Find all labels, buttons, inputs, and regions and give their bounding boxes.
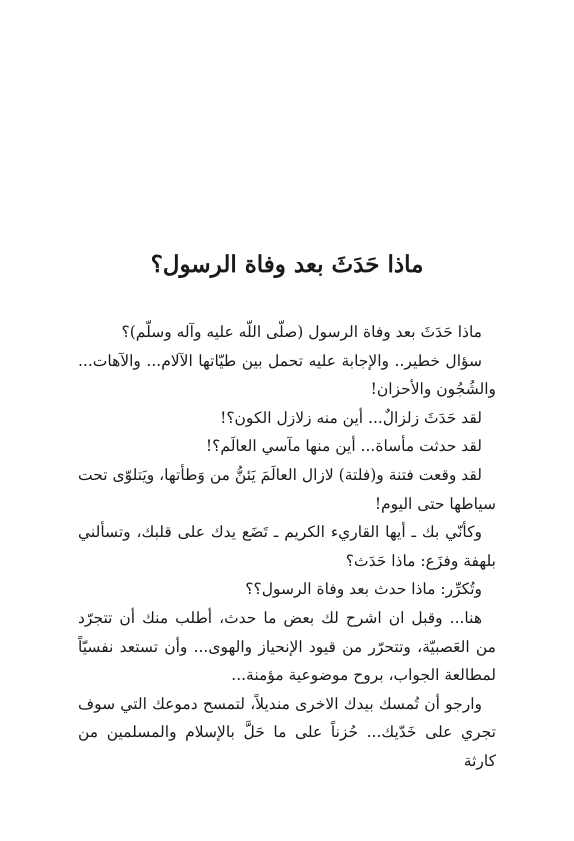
chapter-title: ماذا حَدَثَ بعد وفاة الرسول؟ (150, 251, 424, 278)
paragraph-7: وتُكرِّر: ماذا حدث بعد وفاة الرسول؟؟ (245, 580, 482, 599)
paragraph-6: وكأنّي بك ـ أيها القاريء الكريم ـ تَضَع يدك على قلبك، وتسألني بلهفة وفزَع: ماذا حَدَث؟ (78, 523, 496, 570)
paragraph-9: وارجو أن تُمسك بيدك الاخرى منديلاً، لتمسح دموعك التي سوف تجري على خَدّيك... حُزناً على ما حَلَّ بالإسلام والمسلمين من كارثة (78, 694, 496, 770)
chapter-body (78, 318, 496, 776)
paragraph-1: ماذا حَدَثَ بعد وفاة الرسول (صلّى اللّه عليه وآله وسلّم)؟ (121, 323, 482, 341)
paragraph-5: لقد وقعت فتنة و(فلتة) لازال العالَمَ يَئنُّ من وَطأتها، ويَتلوّى تحت سياطها حتى اليوم! (78, 465, 496, 513)
paragraph-3: لقد حَدَثَ زلزالٌ... أين منه زلازل الكون؟! (220, 408, 482, 427)
paragraph-4: لقد حدثت مأساة... أين منها مآسي العالَم؟! (205, 437, 482, 456)
paragraph-2: سؤال خطير.. والإجابة عليه تحمل بين طيّاتها الآلام... والآهات... والشُجُون والأحزان! (78, 351, 496, 399)
paragraph-8: هنا... وقبل ان اشرح لك بعض ما حدث، أطلب منك أن تتجرّد من العَصبيّة، وتتحرّر من قيود الإنحياز والهوى... وأن تستعد نفسيّاً لمطالعة الجواب، بروح موضوعية مؤمنة... (78, 608, 496, 685)
